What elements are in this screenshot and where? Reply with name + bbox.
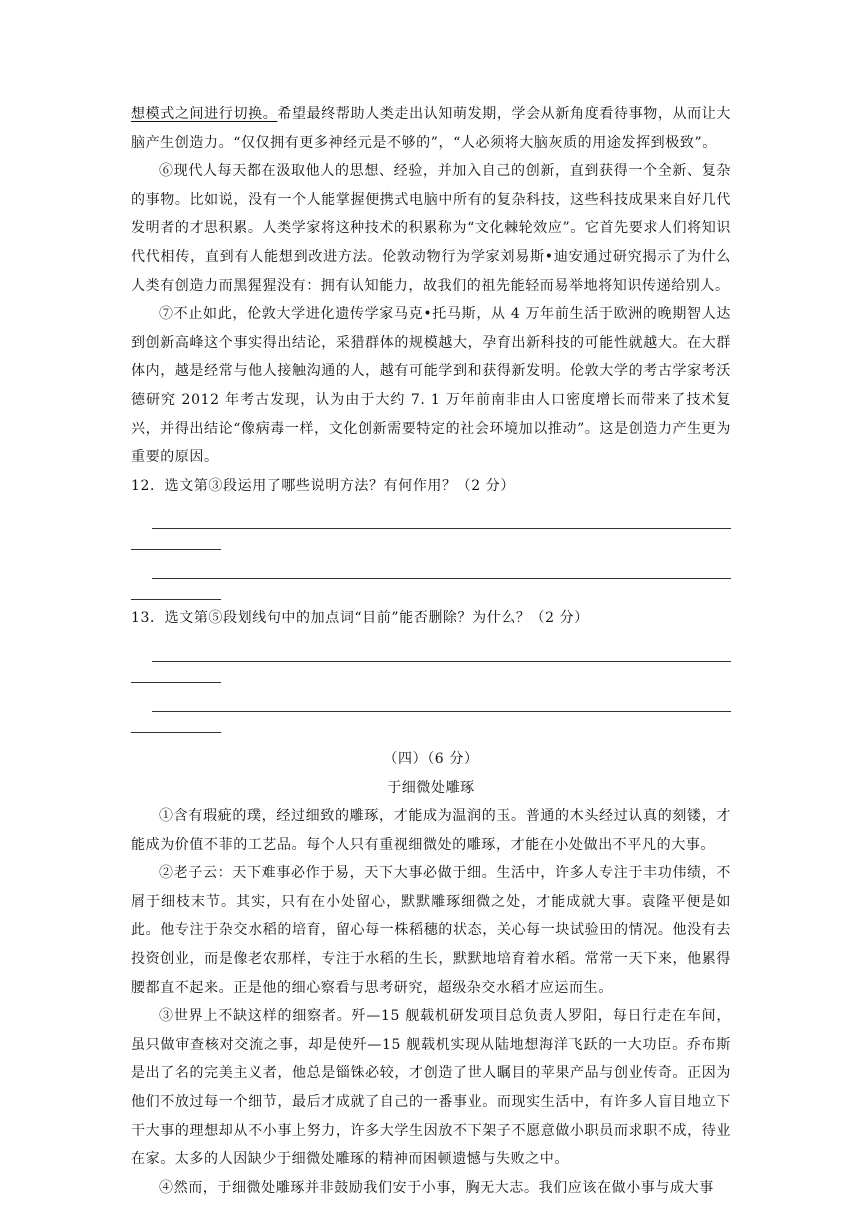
paragraph-5-tail xyxy=(131,100,731,157)
answer-area-13a[interactable] xyxy=(131,633,731,681)
document-content xyxy=(131,100,731,1202)
section-4-header: （四）（6 分） xyxy=(383,750,479,767)
answer-area-13b[interactable] xyxy=(131,681,731,737)
paragraph-6: ⑥现代人每天都在汲取他人的思想、经验，并加入自己的创新，直到获得一个全新、复杂的事物。比如说，没有一个人能掌握便携式电脑中所有的复杂科技，这些科技成果来自好几代发明者的才思积累。人类学家将这种技术的积累称为“文化棘轮效应”。它首先要求人们将知识代代相传，直到有人能想到改进方法。伦敦动物行为学家刘易斯•迪安通过研究揭示了为什么人类有创造力而黑猩猩没有：拥有认知能力，故我们的祖先能轻而易举地将知识传递给别人。 xyxy=(131,163,731,294)
answer-area-12a[interactable] xyxy=(131,500,731,548)
paragraph-5-tail-text: 希望最终帮助人类走出认知萌发期，学会从新角度看待事物，从而让大脑产生创造力。“仅仅拥有更多神经元是不够的”，“人必须将大脑灰质的用途发挥到极致”。 xyxy=(131,106,732,151)
essay-paragraph-4: ④然而，于细微处雕琢并非鼓励我们安于小事，胸无大志。我们应该在做小事与成大事 xyxy=(159,1179,714,1196)
essay-paragraph-1: ①含有瑕疵的璞，经过细致的雕琢，才能成为温润的玉。普通的木头经过认真的刻镂，才能成为价值不菲的工艺品。每个人只有重视细微处的雕琢，才能在小处做出不平凡的大事。 xyxy=(131,808,731,853)
paragraph-7: ⑦不止如此，伦敦大学进化遗传学家马克•托马斯，从 4 万年前生活于欧洲的晚期智人达到创新高峰这个事实得出结论，采猎群体的规模越大，孕育出新科技的可能性就越大。在大群体内，越是经常与他人接触沟通的人，越有可能学到和获得新发明。伦敦大学的考古学家考沃德研究 2012 年考古发现，认为由于大约 7. 1 万年前南非由人口密度增长而带来了技术复兴，并得出结论“像病毒一样，文化创新需要特定的社会环境加以推动”。这是创造力产生更为重要的原因。 xyxy=(131,306,731,466)
essay-title: 于细微处雕琢 xyxy=(387,779,475,796)
answer-area-12b[interactable] xyxy=(131,548,731,604)
underlined-sentence: 想模式之间进行切换。 xyxy=(131,106,278,122)
question-13: 13．选文第⑤段划线句中的加点词“目前”能否删除？为什么？（2 分） xyxy=(131,610,589,627)
essay-paragraph-2: ②老子云：天下难事必作于易，天下大事必做于细。生活中，许多人专注于丰功伟绩，不屑于细枝末节。其实，只有在小处留心，默默雕琢细微之处，才能成就大事。袁隆平便是如此。他专注于杂交水稻的培育，留心每一株稻穗的状态，关心每一块试验田的情况。他没有去投资创业，而是像老农那样，专注于水稻的生长，默默地培育着水稻。常常一天下来，他累得腰都直不起来。正是他的细心察看与思考研究，超级杂交水稻才应运而生。 xyxy=(131,865,731,996)
essay-paragraph-3: ③世界上不缺这样的细察者。歼—15 舰载机研发项目总负责人罗阳，每日行走在车间，虽只做审查核对交流之事，却是使歼—15 舰载机实现从陆地想海洋飞跃的一大功臣。乔布斯是出了名的完美主义者，他总是锱铢必较，才创造了世人瞩目的苹果产品与创业传奇。正因为他们不放过每一个细节，最后才成就了自己的一番事业。而现实生活中，有许多人盲目地立下干大事的理想却从不小事上努力，许多大学生因放不下架子不愿意做小职员而求职不成，待业在家。太多的人因缺少于细微处雕琢的精神而困顿遗憾与失败之中。 xyxy=(131,1008,731,1168)
question-12: 12．选文第③段运用了哪些说明方法？有何作用？（2 分） xyxy=(131,477,515,494)
